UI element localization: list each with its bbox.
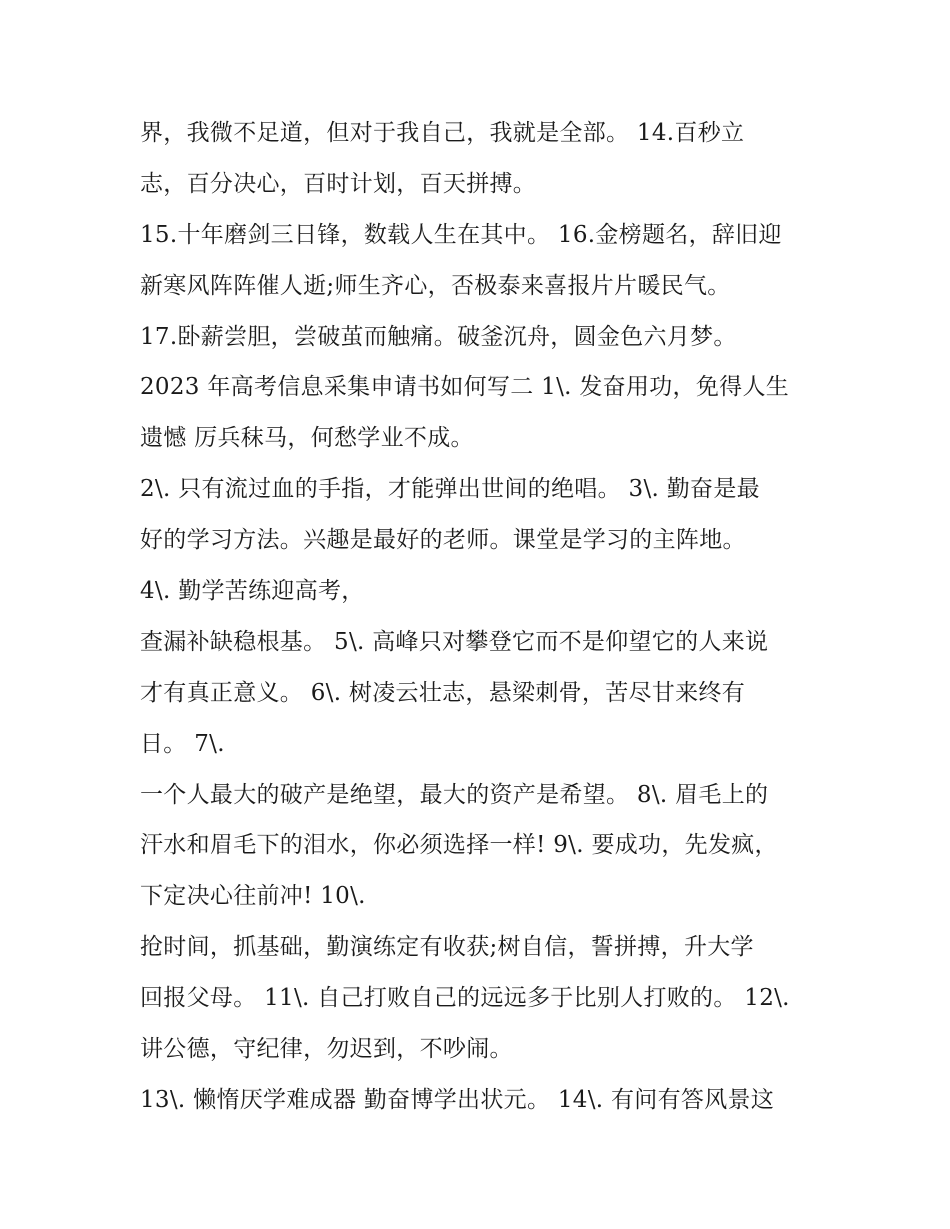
text-line: 志，百分决心，百时计划，百天拼搏。 bbox=[140, 170, 537, 197]
text-line: 才有真正意义。 6\. 树凌云壮志，悬梁刺骨，苦尽甘来终有 bbox=[140, 679, 746, 706]
document-body bbox=[140, 108, 820, 1126]
text-line: 好的学习方法。兴趣是最好的老师。课堂是学习的主阵地。 bbox=[140, 527, 746, 554]
text-line: 15.十年磨剑三日锋，数载人生在其中。 16.金榜题名，辞旧迎 bbox=[140, 221, 782, 248]
text-line: 13\. 懒惰厌学难成器 勤奋博学出状元。 14\. 有问有答风景这 bbox=[140, 1086, 775, 1113]
text-line: 查漏补缺稳根基。 5\. 高峰只对攀登它而不是仰望它的人来说 bbox=[140, 628, 769, 655]
text-line: 2023 年高考信息采集申请书如何写二 1\. 发奋用功，免得人生 bbox=[140, 374, 790, 401]
text-line: 界，我微不足道，但对于我自己，我就是全部。 14.百秒立 bbox=[140, 120, 745, 146]
text-line: 抢时间，抓基础，勤演练定有收获;树自信，誓拼搏，升大学 bbox=[140, 934, 754, 961]
text-line: 一个人最大的破产是绝望，最大的资产是希望。 8\. 眉毛上的 bbox=[140, 781, 769, 808]
text-line: 2\. 只有流过血的手指，才能弹出世间的绝唱。 3\. 勤奋是最 bbox=[140, 476, 760, 503]
text-line: 下定决心往前冲! 10\. bbox=[140, 883, 366, 910]
text-line: 新寒风阵阵催人逝;师生齐心，否极泰来喜报片片暖民气。 bbox=[140, 272, 731, 299]
text-line: 4\. 勤学苦练迎高考， bbox=[140, 578, 365, 605]
text-line: 回报父母。 11\. 自己打败自己的远远多于比别人打败的。 12\. bbox=[140, 985, 790, 1012]
text-line: 汗水和眉毛下的泪水，你必须选择一样! 9\. 要成功，先发疯， bbox=[140, 832, 778, 859]
text-line: 17.卧薪尝胆，尝破茧而触痛。破釜沉舟，圆金色六月梦。 bbox=[140, 323, 737, 350]
text-line: 日。 7\. bbox=[140, 730, 225, 757]
text-line: 讲公德，守纪律，勿迟到，不吵闹。 bbox=[140, 1036, 513, 1063]
text-line: 遗憾 厉兵秣马，何愁学业不成。 bbox=[140, 425, 474, 452]
